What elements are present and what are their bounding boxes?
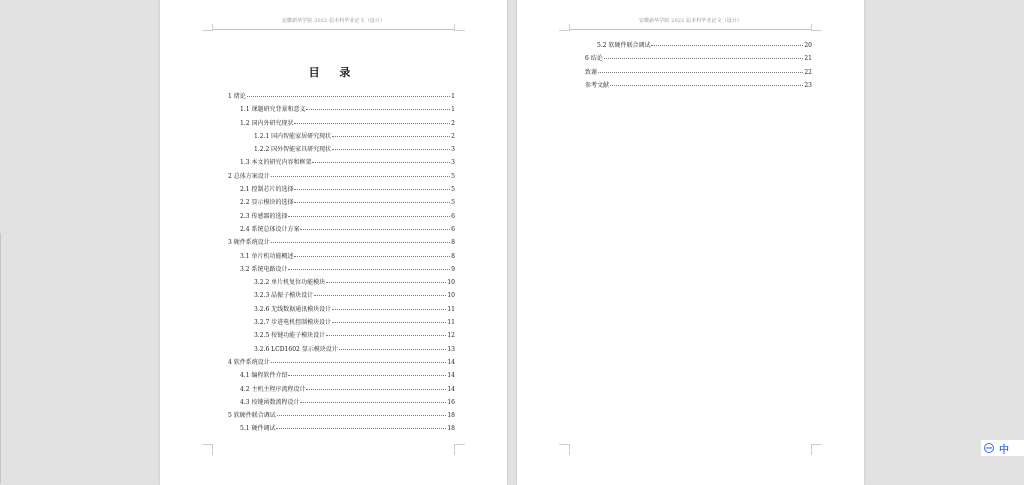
dot-leader — [332, 322, 446, 323]
dot-leader — [326, 282, 446, 283]
dot-leader — [651, 45, 803, 46]
toc-entry-label: 1.2 国内外研究现状 — [240, 119, 294, 127]
toc-entry-label: 3.2.3 晶振子模块设计 — [254, 292, 314, 300]
toc-entry[interactable] — [228, 304, 455, 317]
toc-entry[interactable] — [228, 251, 455, 264]
margin-mark-bottom-right — [454, 444, 465, 455]
toc-entry[interactable] — [228, 237, 455, 250]
toc-entry-label: 4.3 按键函数流程设计 — [240, 398, 300, 406]
toc-entry-label: 2.2 显示模块的选择 — [240, 199, 294, 207]
dot-leader — [288, 375, 446, 376]
toc-entry-page-number: 18 — [447, 412, 455, 420]
toc-entry[interactable] — [228, 144, 455, 157]
dot-leader — [326, 335, 446, 336]
dot-leader — [300, 229, 450, 230]
toc-entry-label: 3 硬件系统设计 — [228, 239, 270, 247]
toc-entry-label: 致谢 — [585, 68, 598, 76]
toc-entry[interactable] — [228, 131, 455, 144]
ime-language-toggle[interactable]: 中 — [999, 444, 1009, 456]
dot-leader — [271, 176, 450, 177]
dot-leader — [339, 349, 447, 350]
toc-entry[interactable] — [585, 40, 812, 53]
header-rule — [569, 29, 812, 30]
window-left-edge — [0, 233, 1, 483]
toc-entry-label: 4.2 主机主程序流程设计 — [240, 385, 306, 393]
toc-entry-label: 3.2.5 按键功能子模块设计 — [254, 332, 326, 340]
margin-mark-top-left — [202, 24, 213, 31]
dot-leader — [288, 216, 450, 217]
toc-entry-label: 参考文献 — [585, 81, 610, 89]
toc-entry-page-number: 10 — [447, 292, 455, 300]
toc-entry-label: 1.2.2 国外智能家具研究现状 — [254, 146, 332, 154]
toc-entry-page-number: 6 — [451, 225, 455, 233]
ime-logo-icon[interactable]: IME — [984, 443, 994, 453]
toc-entry-label: 3.1 单片机功能概述 — [240, 252, 294, 260]
toc-title: 目 录 — [308, 66, 359, 79]
toc-entry-label: 4.1 编程软件介绍 — [240, 372, 288, 380]
toc-entry[interactable] — [228, 224, 455, 237]
toc-entry-label: 5.1 硬件调试 — [240, 425, 276, 433]
dot-leader — [332, 309, 446, 310]
toc-entry-page-number: 2 — [451, 119, 455, 127]
toc-entry[interactable] — [228, 264, 455, 277]
toc-entry-page-number: 22 — [804, 68, 812, 76]
page-header: 安徽新华学院 2022 届本科毕业论文（设计） — [281, 18, 386, 24]
toc-entry-page-number: 13 — [447, 345, 455, 353]
toc-entry[interactable] — [228, 344, 455, 357]
toc-entry[interactable] — [228, 317, 455, 330]
toc-entry-page-number: 5 — [451, 186, 455, 194]
dot-leader — [604, 58, 804, 59]
dot-leader — [610, 85, 803, 86]
toc-entry-label: 2.1 控制芯片的选择 — [240, 186, 294, 194]
toc-entry[interactable] — [228, 397, 455, 410]
toc-entry[interactable] — [228, 211, 455, 224]
toc-entry-label: 5.2 软硬件联合调试 — [597, 42, 651, 49]
toc-entry[interactable] — [228, 290, 455, 303]
toc-entry-page-number: 20 — [804, 42, 812, 49]
margin-mark-bottom-left — [559, 444, 570, 455]
dot-leader — [306, 389, 446, 390]
table-of-contents — [228, 91, 455, 437]
dot-leader — [312, 162, 450, 163]
margin-mark-top-left — [559, 24, 570, 31]
toc-entry[interactable] — [228, 104, 455, 117]
toc-entry-label: 1.2.1 国内智能家居研究现状 — [254, 132, 332, 140]
toc-entry-page-number: 11 — [447, 305, 455, 313]
dot-leader — [276, 428, 446, 429]
toc-entry[interactable] — [228, 384, 455, 397]
dot-leader — [306, 109, 450, 110]
toc-entry-page-number: 14 — [447, 358, 455, 366]
toc-entry-page-number: 9 — [451, 265, 455, 273]
toc-entry-page-number: 3 — [451, 146, 455, 154]
toc-entry-label: 1.3 本文的研究内容和框架 — [240, 159, 312, 167]
document-page-2 — [517, 0, 864, 485]
dot-leader — [271, 362, 447, 363]
dot-leader — [598, 72, 803, 73]
dot-leader — [332, 136, 450, 137]
margin-mark-top-right — [811, 24, 822, 31]
toc-entry-label: 4 软件系统设计 — [228, 358, 270, 366]
toc-entry-label: 3.2.6 无线数据通讯模块设计 — [254, 305, 332, 313]
toc-entry[interactable] — [228, 184, 455, 197]
toc-entry[interactable] — [585, 53, 812, 66]
margin-mark-bottom-left — [202, 444, 213, 455]
toc-entry[interactable] — [228, 91, 455, 104]
toc-entry-label: 5 软硬件联合调试 — [228, 412, 276, 420]
toc-entry-label: 1 绪论 — [228, 93, 246, 100]
toc-entry-page-number: 6 — [451, 212, 455, 220]
toc-entry[interactable] — [228, 157, 455, 170]
dot-leader — [300, 402, 446, 403]
toc-entry-label: 1.1 课题研究背景和意义 — [240, 106, 306, 114]
toc-entry[interactable] — [228, 330, 455, 343]
toc-entry[interactable] — [228, 277, 455, 290]
margin-mark-top-right — [454, 24, 465, 31]
margin-mark-bottom-right — [811, 444, 822, 455]
dot-leader — [332, 149, 450, 150]
toc-entry-page-number: 1 — [451, 106, 455, 114]
toc-entry-page-number: 14 — [447, 372, 455, 380]
toc-entry[interactable] — [228, 118, 455, 131]
toc-entry[interactable] — [228, 423, 455, 436]
toc-entry-page-number: 8 — [451, 252, 455, 260]
toc-entry-label: 2.4 系统总体设计方案 — [240, 225, 300, 233]
toc-entry-page-number: 5 — [451, 172, 455, 180]
dot-leader — [314, 295, 446, 296]
toc-entry-page-number: 18 — [447, 425, 455, 433]
toc-entry[interactable] — [228, 171, 455, 184]
ime-toolbar[interactable] — [981, 440, 1024, 456]
toc-entry-page-number: 8 — [451, 239, 455, 247]
dot-leader — [288, 269, 450, 270]
page-header: 安徽新华学院 2022 届本科毕业论文（设计） — [638, 18, 743, 24]
toc-entry-page-number: 2 — [451, 132, 455, 140]
dot-leader — [294, 123, 450, 124]
toc-entry-label: 3.2.6 LCD1602 显示模块设计 — [254, 345, 338, 353]
dot-leader — [247, 96, 450, 97]
toc-entry-page-number: 3 — [451, 159, 455, 167]
toc-entry-page-number: 10 — [447, 279, 455, 287]
toc-entry-label: 2 总体方案设计 — [228, 172, 270, 180]
toc-entry-page-number: 5 — [451, 199, 455, 207]
document-page-1 — [160, 0, 507, 485]
dot-leader — [277, 415, 447, 416]
toc-entry[interactable] — [585, 67, 812, 80]
toc-entry-page-number: 23 — [804, 81, 812, 89]
toc-entry-page-number: 21 — [804, 55, 812, 63]
dot-leader — [294, 256, 450, 257]
toc-entry-page-number: 11 — [447, 319, 455, 327]
toc-entry[interactable] — [228, 357, 455, 370]
toc-entry-label: 3.2 系统电路设计 — [240, 265, 288, 273]
header-rule — [212, 29, 455, 30]
toc-entry-label: 3.2.2 单片机复位功能模块 — [254, 279, 326, 287]
toc-entry-label: 2.3 传感器的选择 — [240, 212, 288, 220]
toc-entry[interactable] — [585, 80, 812, 93]
toc-entry[interactable] — [228, 410, 455, 423]
toc-entry-page-number: 12 — [447, 332, 455, 340]
toc-entry-page-number: 14 — [447, 385, 455, 393]
toc-entry-page-number: 1 — [451, 93, 455, 100]
toc-entry[interactable] — [228, 370, 455, 383]
toc-entry[interactable] — [228, 197, 455, 210]
toc-entry-label: 3.2.7 步进电机控制模块设计 — [254, 319, 332, 327]
toc-entry-page-number: 16 — [447, 398, 455, 406]
dot-leader — [271, 242, 450, 243]
dot-leader — [294, 202, 450, 203]
toc-entry-label: 6 结论 — [585, 55, 603, 63]
dot-leader — [294, 189, 450, 190]
table-of-contents-continued — [585, 40, 812, 93]
